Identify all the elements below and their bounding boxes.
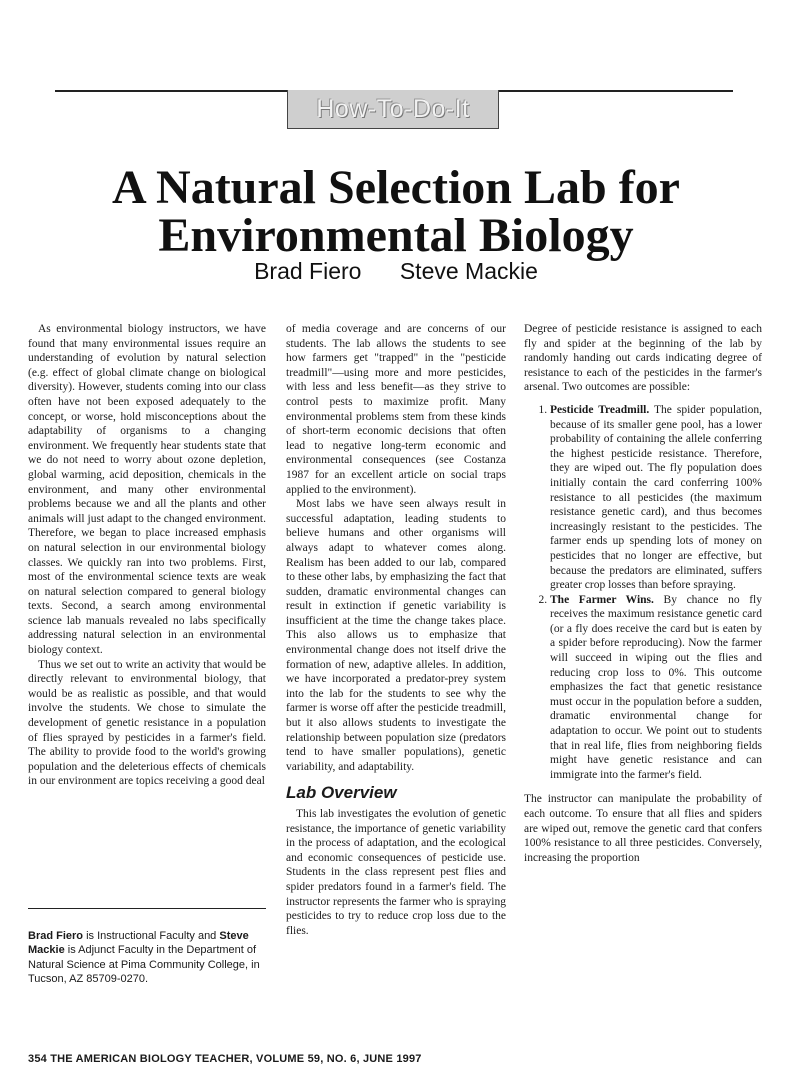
paragraph: of media coverage and are concerns of our students. The lab allows the students to see how farmers get "trapped" in the "pesticide treadmill"—using more and more pesticides, with less and less benefit—as they strive to control pests to maximize profit. Many environmental problems stem from these kinds of short-term economic decisions that often lead to negative long-term economic and environmental consequences (see Costanza 1987 for an excellent article on social traps applied to the environment). [286, 323, 506, 496]
paragraph: As environmental biology instructors, we have found that many environmental issues require an understanding of evolution by natural selection (e.g. effect of global climate change on biological diversity). However, students coming into our class often have not been exposed adequately to the concept, or worse, hold misconceptions about the adaptability of organisms to a changing environment. We frequently hear students state that we do not need to worry about ozone depletion, global warming, acid deposition, chemicals in the environment, and many other environmental problems because we and all the plants and other animals will just adapt to the changed environment. Therefore, we began to place increased emphasis on natural selection in our environmental biology classes. We quickly ran into two problems. First, most of the environmental science texts are weak on natural selection compared to general biology texts. Second, a search among environmental science lab manuals revealed no labs specifically addressing natural selection in an environmental biology context. [28, 323, 266, 657]
column-1 [28, 322, 266, 789]
list-item-text: The spider population, because of its smaller gene pool, has a lower probability of containing the allele conferring the highest pesticide resistance. Therefore, they are wiped out. The fly population does initially contain the card conferring 100% resistance to all pesticides (the maximum resistance genetic card), and thus becomes increasingly resistant to the pesticides. The farmer ends up spending lots of money on pesticides that no longer are effective, but because the predators are eliminated, suffers greater crop losses than before spraying. [550, 403, 762, 592]
page-footer: 354 THE AMERICAN BIOLOGY TEACHER, VOLUME 59, NO. 6, JUNE 1997 [28, 1053, 422, 1065]
column-3 [524, 322, 762, 865]
section-banner-label: How-To-Do-It [316, 95, 470, 123]
article-title-line-1: A Natural Selection Lab for [112, 161, 680, 214]
list-item-text: By chance no fly receives the maximum resistance genetic card (or a fly does receive the card but is eaten by a spider before reproducing). Now the farmer will succeed in wiping out the flies and reducing crop loss to 0%. This outcome emphasizes the fact that genetic resistance must occur in the population before a sudden, dramatic environmental change for adaptation to occur. We point out to students that in real life, flies from neighboring fields might have genetic resistance and can immigrate into the farmer's field. [550, 593, 762, 781]
bio-name-1: Brad Fiero [28, 930, 84, 942]
paragraph: Degree of pesticide resistance is assigned to each fly and spider at the beginning of the lab by randomly handing out cards indicating degree of resistance to each of the pesticides in the farmer's arsenal. Two outcomes are possible: [524, 323, 762, 394]
paragraph: Most labs we have seen always result in successful adaptation, leading students to believe humans and other organisms will always adapt to whatever comes along. Realism has been added to our lab, compared to these other labs, by emphasizing the fact that sudden, dramatic environmental changes can result in extinction if genetic variability is insufficient at the time the change takes place. This also allows us to emphasize that environmental change does not itself drive the formation of new, adaptive alleles. In addition, we have incorporated a predator-prey system into the lab for the students to see why the farmer is worse off after the pesticide treadmill, but it also allows students to investigate the relationship between population size (predators tend to have smaller populations), genetic variability, and adaptability. [286, 498, 506, 773]
section-heading: Lab Overview [286, 783, 397, 803]
bio-text-1: is Instructional Faculty and [83, 930, 220, 942]
bio-name-2: Steve Mackie [28, 930, 249, 957]
list-item [550, 593, 762, 783]
author-line [0, 258, 792, 285]
column-2 [286, 322, 506, 938]
list-item [550, 403, 762, 593]
author-bio [28, 908, 266, 987]
outcome-list [524, 403, 762, 782]
article-title-line-2: Environmental Biology [158, 209, 634, 262]
list-item-title: The Farmer Wins. [550, 593, 654, 606]
bio-text-2: is Adjunct Faculty in the Department of Natural Science at Pima Community College, in Tucson, AZ 85709-0270. [28, 944, 260, 986]
paragraph: Thus we set out to write an activity that would be directly relevant to environmental biology, that would be as realistic as possible, and that would involve the students. We chose to simulate the development of genetic resistance in a population of flies sprayed by pesticides in a farmer's field. The ability to provide food to the world's growing population and the deleterious effects of chemicals in our environment are topics receiving a good deal [28, 658, 266, 788]
author-2: Steve Mackie [399, 258, 538, 284]
paragraph: This lab investigates the evolution of genetic resistance, the importance of genetic variability in the process of adaptation, and the ecological and economic consequences of pesticide use. Students in the class represent pest flies and spider predators found in a farmer's field. The instructor represents the farmer who is spraying pesticides to try to reduce crop loss due to the flies. [286, 808, 506, 937]
list-item-title: Pesticide Treadmill. [550, 403, 650, 416]
author-1: Brad Fiero [254, 258, 362, 284]
paragraph: The instructor can manipulate the probability of each outcome. To ensure that all flies and spiders are wiped out, remove the genetic card that confers 100% resistance to all three pesticides. Conversely, increasing the proportion [524, 793, 762, 864]
section-banner [287, 90, 499, 129]
